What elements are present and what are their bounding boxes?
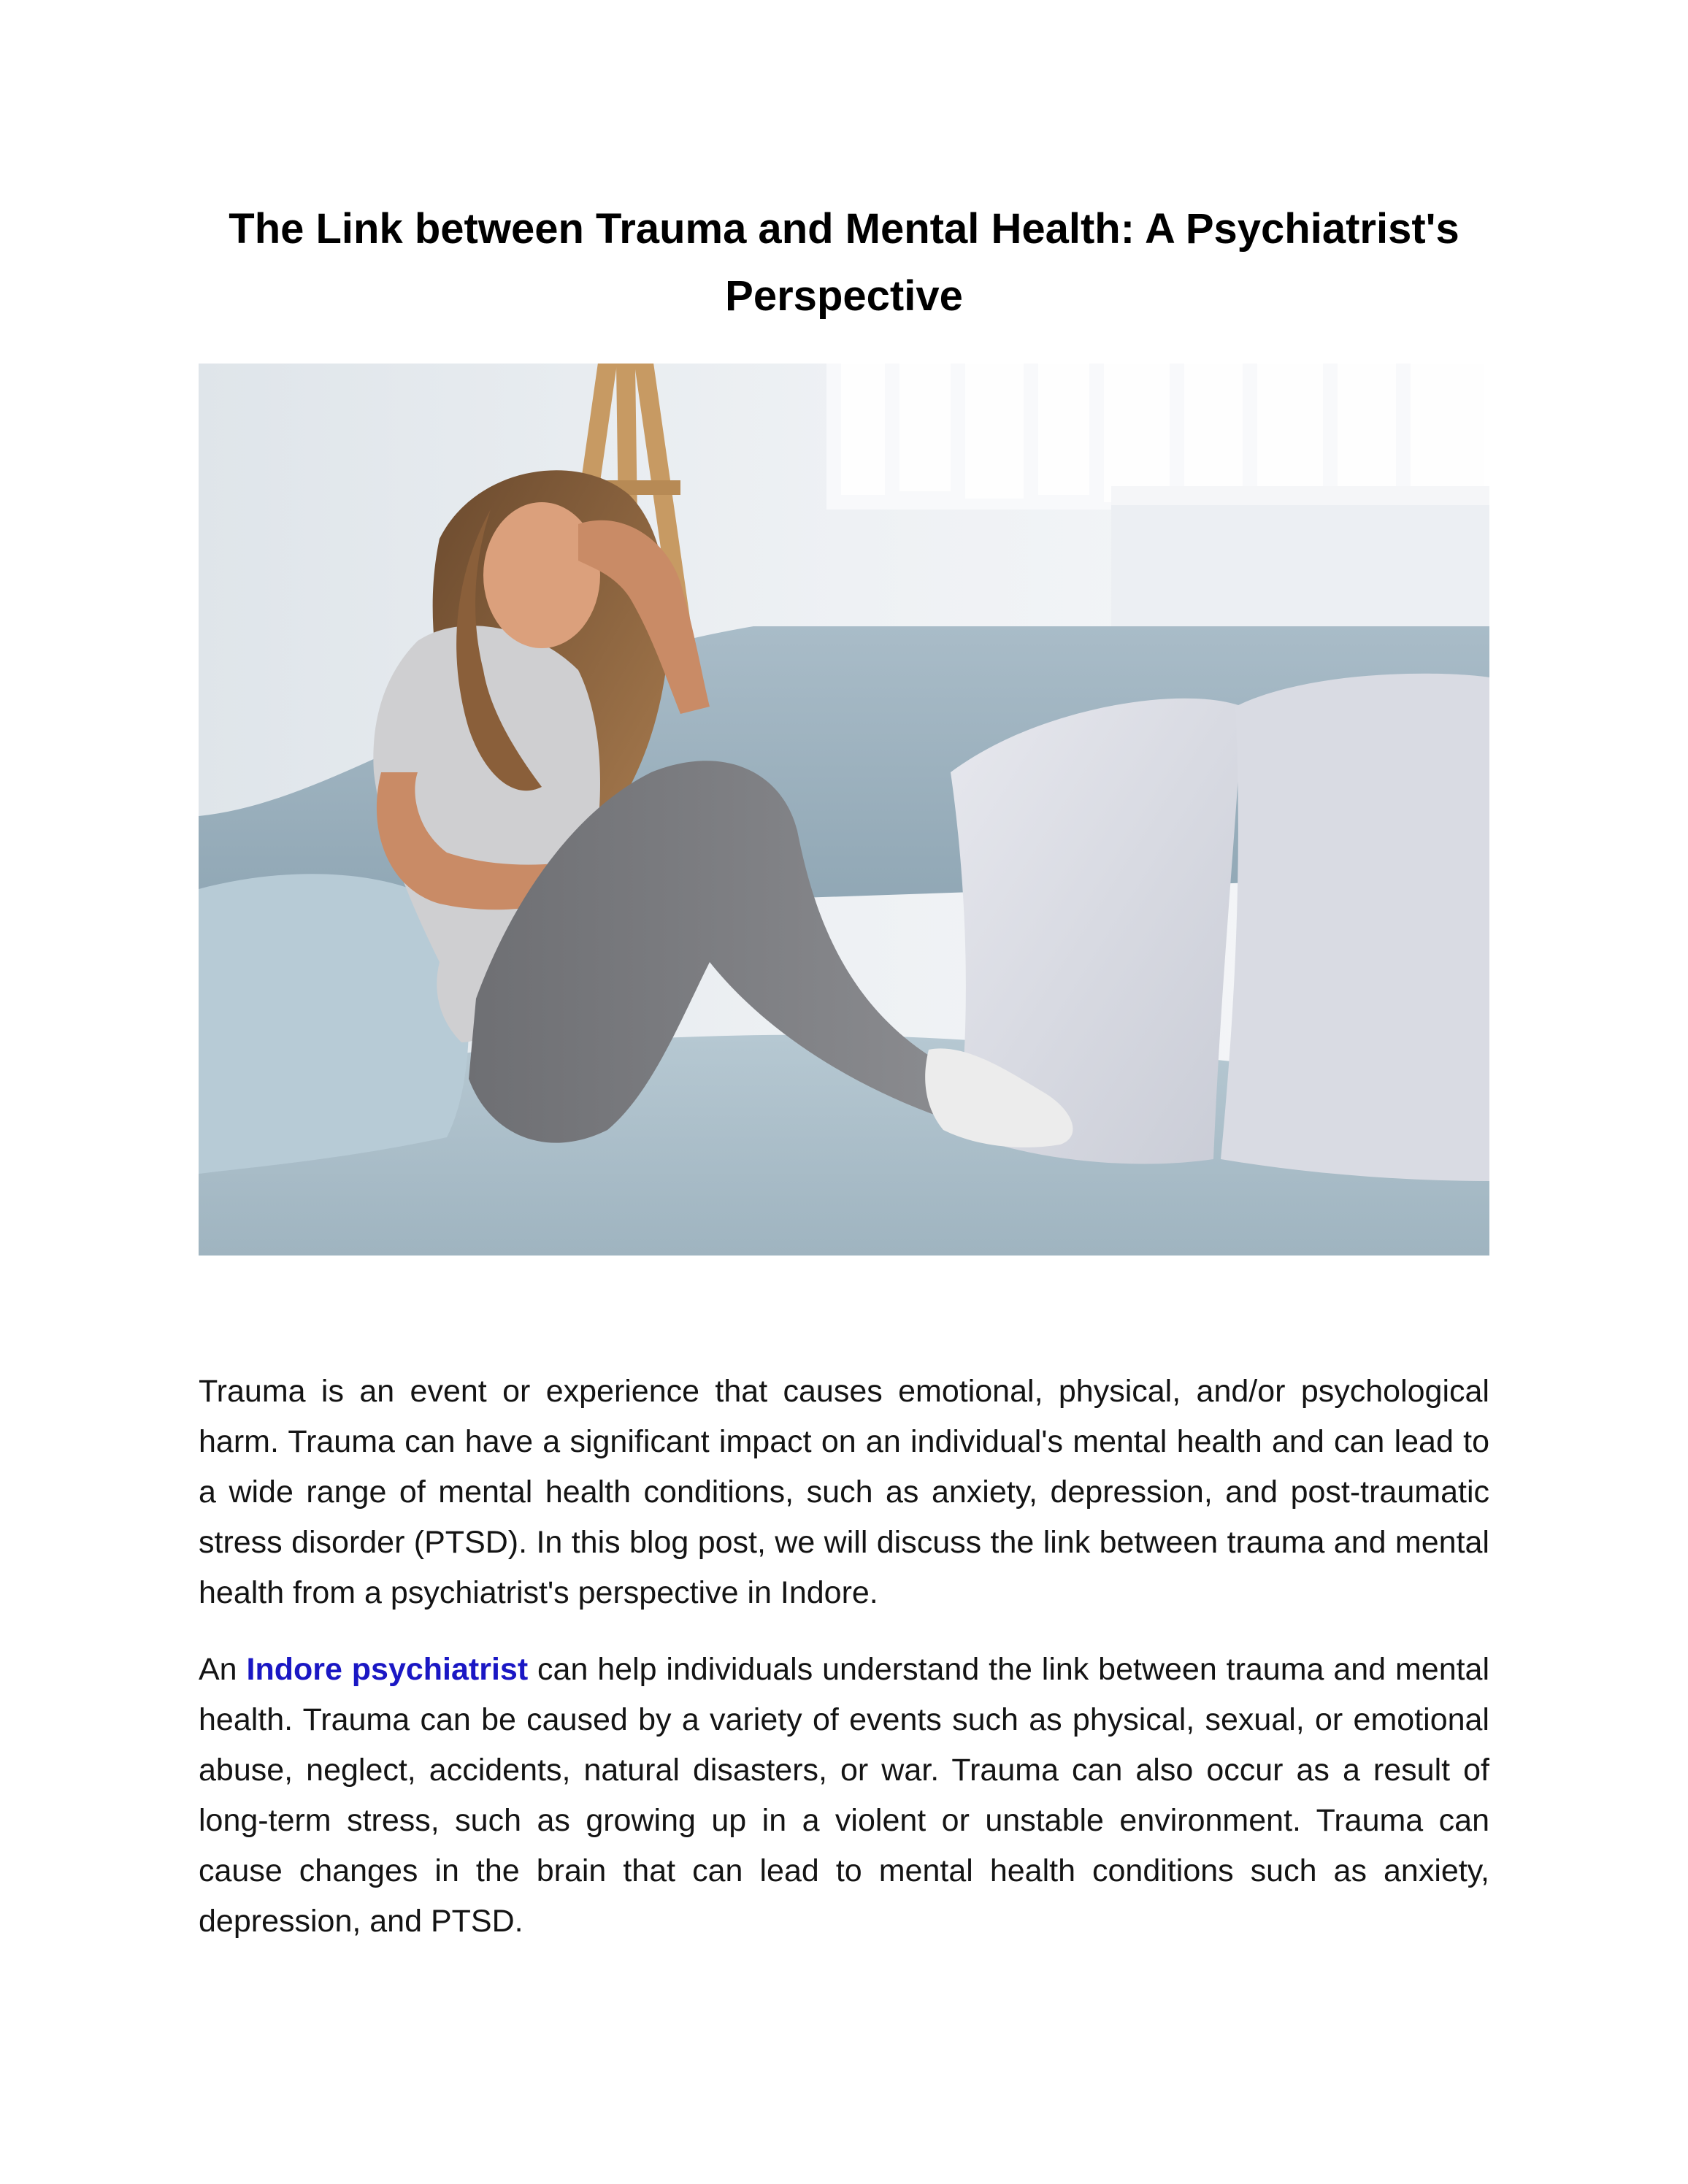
paragraph-prefix: An [199, 1652, 237, 1687]
article-body [199, 1366, 1489, 1973]
paragraph-intro: Trauma is an event or experience that causes emotional, physical, and/or psychological harm. Trauma can have a significant impact on an individual's mental health and can lead to a wide range of mental health conditions, such as anxiety, depression, and post-traumatic stress disorder (PTSD). In this blog post, we will discuss the link between trauma and mental health from a psychiatrist's perspective in Indore. [199, 1374, 1489, 1610]
hero-image [199, 364, 1489, 1256]
hero-photo-illustration [199, 364, 1489, 1256]
paragraph-psychiatrist [199, 1645, 1489, 1947]
page-title: The Link between Trauma and Mental Health: A Psychiatrist's Perspective [229, 205, 1459, 320]
paragraph-suffix: can help individuals understand the link between trauma and mental health. Trauma can be caused by a variety of events such as physical, sexual, or emotional abuse, neglect, accidents, natural disasters, or war. Trauma can also occur as a result of long-term stress, such as growing up in a violent or unstable environment. Trauma can cause changes in the brain that can lead to mental health conditions such as anxiety, depression, and PTSD. [199, 1652, 1490, 1939]
indore-psychiatrist-link[interactable]: Indore psychiatrist [246, 1652, 529, 1687]
